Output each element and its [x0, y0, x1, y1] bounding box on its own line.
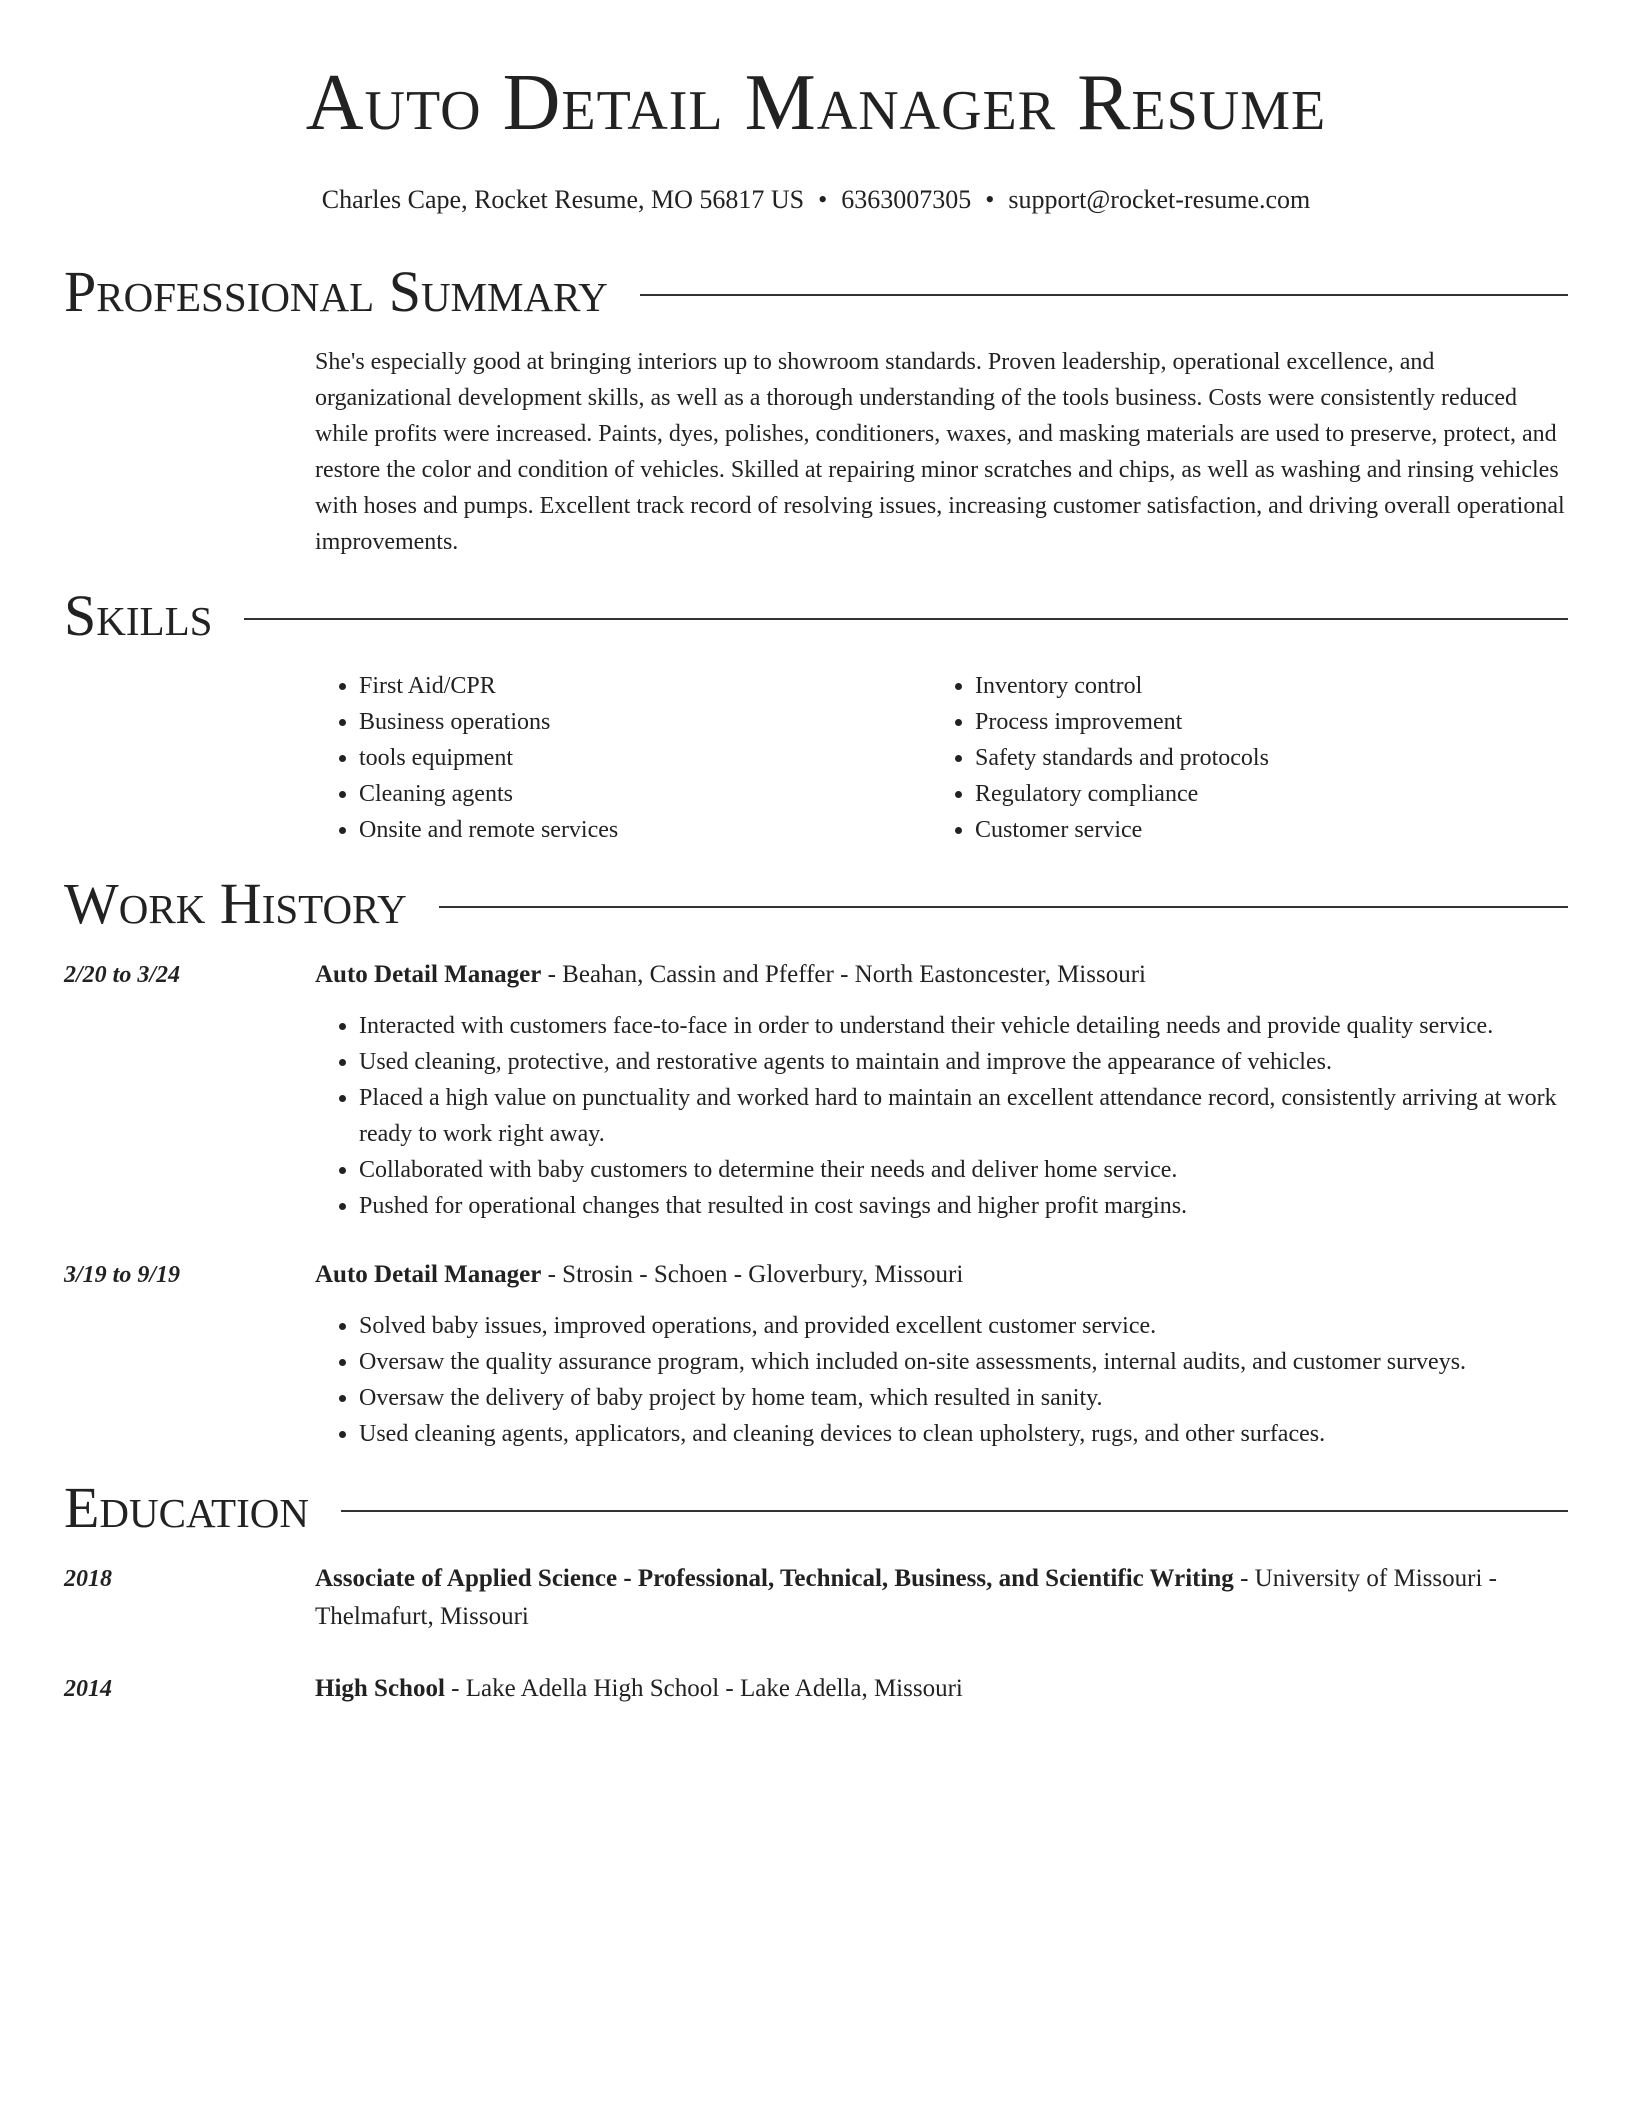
education-degree: High School	[315, 1675, 445, 1702]
job-title-line	[315, 1256, 1568, 1294]
job-entry	[64, 1256, 1568, 1452]
education-entry	[64, 1560, 1568, 1636]
section-divider	[439, 906, 1568, 908]
education-row	[64, 1560, 1568, 1636]
skill-item: • Cleaning agents	[359, 776, 931, 812]
job-details: - Beahan, Cassin and Pfeffer - North Eastoncester, Missouri	[541, 961, 1146, 988]
education-details: - Lake Adella High School - Lake Adella, Missouri	[444, 1675, 963, 1702]
section-professional-summary	[64, 260, 1568, 324]
contact-separator: •	[985, 185, 995, 214]
job-bullet: • Pushed for operational changes that resulted in cost savings and higher profit margins.	[359, 1188, 1568, 1224]
education-year: 2014	[64, 1676, 112, 1702]
education-degree: Associate of Applied Science - Professional, Technical, Business, and Scientific Writing	[315, 1565, 1234, 1592]
section-divider	[341, 1510, 1568, 1512]
contact-line	[64, 184, 1568, 216]
section-divider	[244, 618, 1568, 620]
summary-body	[315, 344, 1568, 560]
job-bullet: • Collaborated with baby customers to determine their needs and deliver home service.	[359, 1152, 1568, 1188]
job-dates: 3/19 to 9/19	[64, 1262, 181, 1288]
skill-item: • Process improvement	[975, 704, 1547, 740]
education-line	[315, 1670, 1568, 1708]
skill-item: • Business operations	[359, 704, 931, 740]
job-bullets	[315, 1308, 1568, 1452]
education-line	[315, 1560, 1568, 1636]
contact-separator: •	[818, 185, 828, 214]
education-row	[64, 1670, 1568, 1708]
contact-email: support@rocket-resume.com	[1008, 185, 1311, 214]
skill-item: • Regulatory compliance	[975, 776, 1547, 812]
job-header	[64, 956, 1568, 994]
education-entry	[64, 1670, 1568, 1708]
job-dates: 2/20 to 3/24	[64, 962, 181, 988]
job-entry	[64, 956, 1568, 1224]
section-heading-summary: Professional Summary	[64, 259, 608, 324]
job-bullets	[315, 1008, 1568, 1224]
job-bullet: • Interacted with customers face-to-face in order to understand their vehicle detailing needs and provide quality service.	[359, 1008, 1568, 1044]
section-work-history	[64, 872, 1568, 936]
job-bullet: • Solved baby issues, improved operations, and provided excellent customer service.	[359, 1308, 1568, 1344]
job-header	[64, 1256, 1568, 1294]
job-title-line	[315, 956, 1568, 994]
section-heading-work: Work History	[64, 871, 407, 936]
section-education	[64, 1476, 1568, 1540]
skills-list	[315, 668, 1568, 848]
job-bullet: • Used cleaning agents, applicators, and cleaning devices to clean upholstery, rugs, and other surfaces.	[359, 1416, 1568, 1452]
skill-item: • Onsite and remote services	[359, 812, 931, 848]
education-details: - University of Missouri - Thelmafurt, Missouri	[315, 1565, 1497, 1630]
skill-item: • Inventory control	[975, 668, 1547, 704]
section-divider	[640, 294, 1568, 296]
job-bullet: • Placed a high value on punctuality and worked hard to maintain an excellent attendance record, consistently arriving at work ready to work right away.	[359, 1080, 1568, 1152]
section-heading-education: Education	[64, 1475, 309, 1540]
job-bullet: • Used cleaning, protective, and restorative agents to maintain and improve the appearance of vehicles.	[359, 1044, 1568, 1080]
job-title: Auto Detail Manager	[315, 961, 542, 988]
skills-column-left	[315, 668, 931, 848]
education-year: 2018	[64, 1566, 112, 1592]
job-bullet: • Oversaw the delivery of baby project by home team, which resulted in sanity.	[359, 1380, 1568, 1416]
job-title: Auto Detail Manager	[315, 1261, 542, 1288]
section-heading-skills: Skills	[64, 583, 213, 648]
contact-phone: 6363007305	[841, 185, 972, 214]
skill-item: • First Aid/CPR	[359, 668, 931, 704]
resume-page	[64, 0, 1568, 1708]
resume-title: Auto Detail Manager Resume	[305, 59, 1327, 147]
job-bullet: • Oversaw the quality assurance program, which included on-site assessments, internal audits, and customer surveys.	[359, 1344, 1568, 1380]
section-skills	[64, 584, 1568, 648]
skill-item: • Customer service	[975, 812, 1547, 848]
contact-address: Charles Cape, Rocket Resume, MO 56817 US	[321, 185, 805, 214]
job-details: - Strosin - Schoen - Gloverbury, Missouri	[541, 1261, 964, 1288]
skill-item: • Safety standards and protocols	[975, 740, 1547, 776]
skills-column-right	[931, 668, 1547, 848]
summary-text: She's especially good at bringing interiors up to showroom standards. Proven leadership, operational excellence, and organizational development skills, as well as a thorough understanding of the tools business. Costs were consistently reduced while profits were increased. Paints, dyes, polishes, conditioners, waxes, and masking materials are used to preserve, protect, and restore the color and condition of vehicles. Skilled at repairing minor scratches and chips, as well as washing and rinsing vehicles with hoses and pumps. Excellent track record of resolving issues, increasing customer satisfaction, and driving overall operational improvements.	[315, 349, 1565, 555]
skill-item: • tools equipment	[359, 740, 931, 776]
